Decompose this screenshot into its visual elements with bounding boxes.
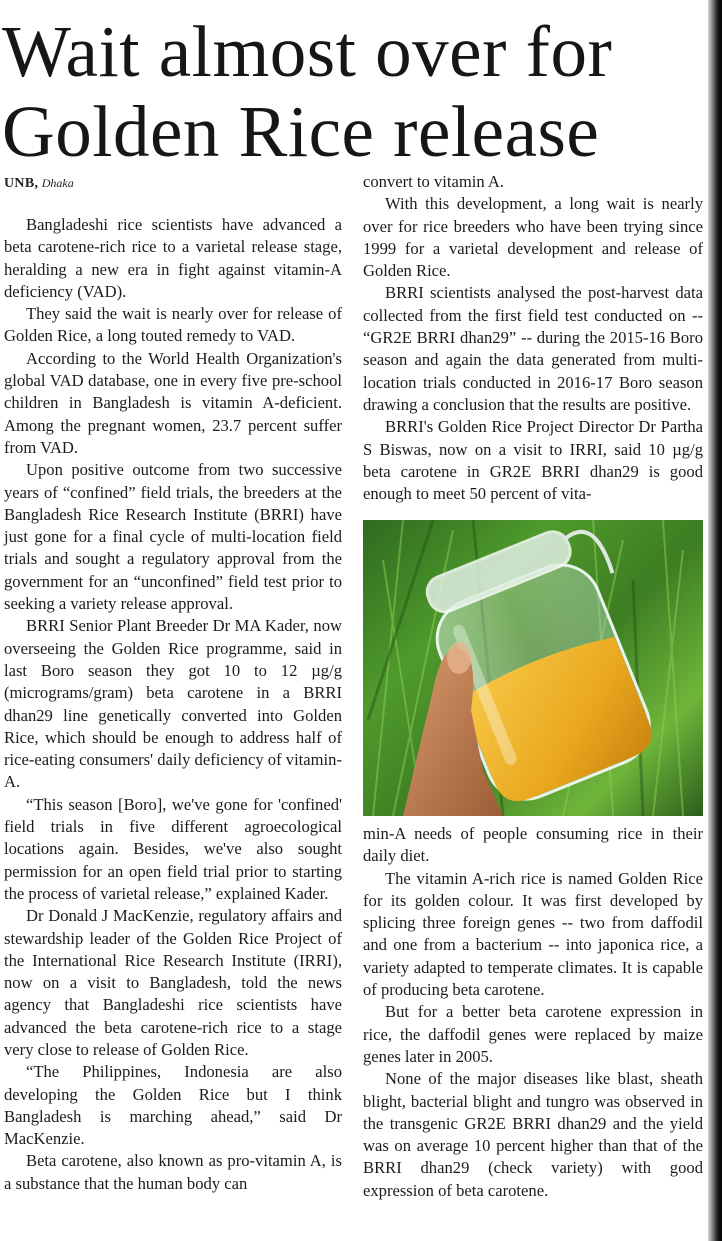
paragraph: convert to vitamin A. [363,172,505,191]
paragraph: Dr Donald J MacKenzie, regulatory affairs and stewardship leader of the Golden Rice Project of the International Rice Research Institute (IRRI), now on a visit to Bangladesh, told the news agency that Bangladeshi rice scientists have advanced the beta carotene-rich rice to a stage very close to release of Golden Rice. [4,906,342,1059]
paragraph: BRRI scientists analysed the post-harvest data collected from the first field test conducted on -- “GR2E BRRI dhan29” -- during the 2015-16 Boro season and again the data generated from multi-location trials conducted in 2016-17 Boro season drawing a conclusion that the results are positive. [363,283,703,414]
paragraph: The vitamin A-rich rice is named Golden Rice for its golden colour. It was first developed by splicing three foreign genes -- two from daffodil and one from a bacterium -- into japonica rice, a variety adapted to temperate climates. It is capable of producing beta carotene. [363,868,703,1000]
page-edge-shadow [708,0,722,1241]
paragraph: BRRI's Golden Rice Project Director Dr Partha S Biswas, now on a visit to IRRI, said 10 µg/g beta carotene in GR2E BRRI dhan29 is good enough to meet 50 percent of vita- [363,417,703,504]
paragraph: According to the World Health Organization's global VAD database, one in every five pre-school children in Bangladesh is vitamin A-deficient. Among the pregnant women, 23.7 percent suffer from VAD. [4,348,342,457]
article-column-right-bottom [363,823,703,1202]
paragraph: Upon positive outcome from two successive years of “confined” field trials, the breeders at the Bangladesh Rice Research Institute (BRRI) have just gone for a final cycle of multi-location field trials and sought a regulatory approval from the government for an “unconfined” field test prior to seeking a variety release approval. [4,460,342,614]
paragraph: They said the wait is nearly over for release of Golden Rice, a long touted remedy to VAD. [4,304,342,346]
paragraph: None of the major diseases like blast, sheath blight, bacterial blight and tungro was observed in the transgenic GR2E BRRI dhan29 and the yield was on average 10 percent higher than that of the BRRI dhan29 (check variety) with good expression of beta carotene. [363,1069,703,1200]
article-column-left [4,214,342,1195]
byline-place: Dhaka [41,176,74,190]
byline-agency: UNB, [4,176,39,191]
jar-of-golden-rice-photo [363,520,703,816]
paragraph: “This season [Boro], we've gone for 'confined' field trials in five different agroecological locations again. Besides, we've also sought permission for an open field trial prior to starting the process of varietal release,” explained Kader. [4,794,342,903]
paragraph: Beta carotene, also known as pro-vitamin A, is a substance that the human body can [4,1151,342,1193]
photo-illustration [363,520,703,816]
paragraph: min-A needs of people consuming rice in their daily diet. [363,824,703,866]
article-column-right-top [363,171,703,505]
paragraph: But for a better beta carotene expression in rice, the daffodil genes were replaced by maize genes later in 2005. [363,1002,703,1066]
paragraph: “The Philippines, Indonesia are also developing the Golden Rice but I think Bangladesh is marching ahead,” said Dr MacKenzie. [4,1062,342,1149]
paragraph: BRRI Senior Plant Breeder Dr MA Kader, now overseeing the Golden Rice programme, said in last Boro season they got 10 to 12 µg/g (micrograms/gram) beta carotene in a BRRI dhan29 line genetically converted into Golden Rice, which should be enough to address half of rice-eating consumers' daily deficiency of vitamin-A. [4,616,342,792]
headline-line-2: Golden Rice release [2,91,600,172]
paragraph: Bangladeshi rice scientists have advanced a beta carotene-rich rice to a varietal release stage, heralding a new era in fight against vitamin-A deficiency (VAD). [4,215,342,301]
paragraph: With this development, a long wait is nearly over for rice breeders who have been trying since 1999 for a varietal development and release of Golden Rice. [363,194,703,281]
headline [2,12,702,172]
headline-line-1: Wait almost over for [2,11,613,92]
byline [4,176,74,192]
